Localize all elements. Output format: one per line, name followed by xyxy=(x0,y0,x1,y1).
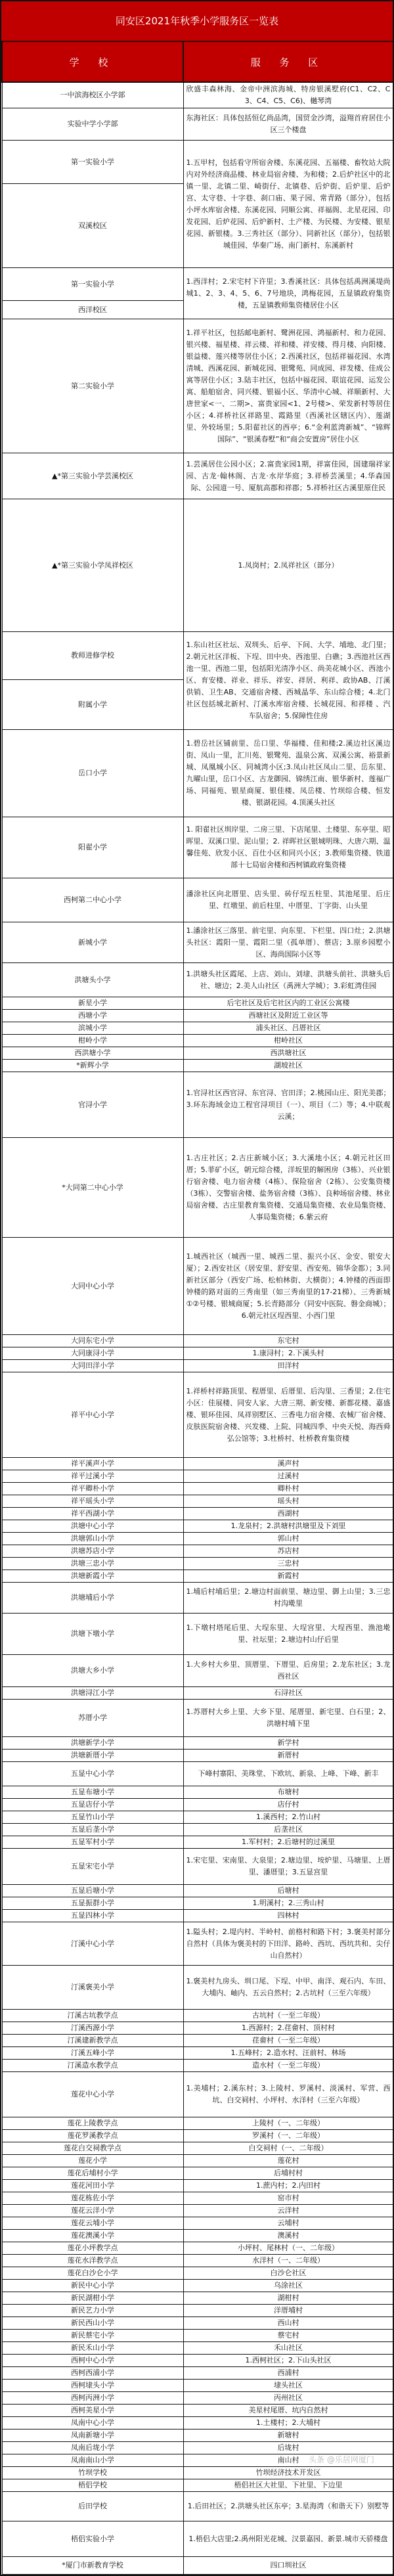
table-row xyxy=(2,2022,393,2035)
table-row xyxy=(2,2342,393,2355)
service-area-cell: 石浔社区 xyxy=(183,1687,393,1700)
table-title: 同安区2021年秋季小学服务区一览表 xyxy=(1,1,393,42)
school-name-cell: 实验中学小学部 xyxy=(2,108,183,141)
school-name-cell: 第一实验小学 xyxy=(2,141,183,184)
service-area-cell: 布塘村 xyxy=(183,1786,393,1799)
table-row xyxy=(2,2117,393,2130)
service-area-cell: 溪声村 xyxy=(183,1458,393,1470)
service-area-cell: 1.古庄社区；2.古庄新城小区；3.大溪地小区；4.朝元社区田厝；5.菲矿小区，朝元综合楼，洋坂里的解困房（3栋）、兴业银行宿舍楼、电力宿舍楼（4栋）、保险宿舍（2栋）、公安集资楼（3栋）、交警宿舍楼、盐务宿舍楼（3栋）、良种场宿舍楼、林业局宿舍楼、古庄里教育集资楼、交通局集资楼、农业局集资楼、人事局集资楼；6.紫云府 xyxy=(183,1138,393,1238)
school-name-cell: 洪塘新霞小学 xyxy=(2,1570,183,1583)
school-name-cell: 莲花中心小学 xyxy=(2,2072,183,2117)
table-row xyxy=(2,2280,393,2292)
service-area-cell: 埭头社区 xyxy=(183,2380,393,2392)
service-area-cell: 1.蔗内村；2.内田村 xyxy=(183,2180,393,2192)
service-area-cell: 1.美埔村；2.溪东村；3.上陵村、罗溪村、淡溪村、军营、西坑、白交祠村、小坪村、水洋村（三至六年级） xyxy=(183,2072,393,2117)
table-row xyxy=(2,730,393,817)
table-row xyxy=(2,2367,393,2380)
service-area-cell: 1.军村村；2.后塘村的过溪里 xyxy=(183,1836,393,1849)
school-name-cell: 阳翟小学 xyxy=(2,817,183,878)
table-row xyxy=(2,1583,393,1614)
school-name-cell: 莲花白沙仑小学 xyxy=(2,2267,183,2280)
school-name-cell: 五显后塘小学 xyxy=(2,1885,183,1897)
table-row xyxy=(2,2305,393,2317)
school-name-cell: 莲花小学 xyxy=(2,2155,183,2167)
service-area-cell: 新塘村 xyxy=(183,2429,393,2442)
watermark-text: 头条 @乐居网厦门 xyxy=(309,2455,374,2464)
school-name-cell: 五显中心小学 xyxy=(2,1762,183,1786)
school-name-cell: 竹坝学校 xyxy=(2,2467,183,2479)
table-row xyxy=(2,2380,393,2392)
table-row xyxy=(2,2242,393,2255)
school-name-cell: 洪塘新学小学 xyxy=(2,1737,183,1750)
table-row xyxy=(2,1700,393,1737)
school-name-cell: 梧侣学校 xyxy=(2,2479,183,2492)
table-row xyxy=(2,2355,393,2367)
school-name-cell: 莲花小坪教学点 xyxy=(2,2242,183,2255)
school-name-cell: 祥平瑶头小学 xyxy=(2,1495,183,1508)
school-name-cell: 滨城小学 xyxy=(2,1022,183,1035)
table-row xyxy=(2,1238,393,1335)
school-name-cell: 五显布塘小学 xyxy=(2,1786,183,1799)
table-row xyxy=(2,2130,393,2142)
school-name-cell: 柑岭小学 xyxy=(2,1035,183,1047)
service-area-cell: 丙州社区 xyxy=(183,2392,393,2405)
service-area-cell: 苏店村 xyxy=(183,1545,393,1558)
service-area-cell: 1.梧侣大店里;2.禹州阳光花城、汉景嘉园、新景.城市天骄楼盘 xyxy=(183,2521,393,2557)
school-name-cell: 新星小学 xyxy=(2,997,183,1010)
campus-name-cell: 双溪校区 xyxy=(2,184,183,268)
table-row xyxy=(2,1520,393,1533)
column-header-school: 学 校 xyxy=(2,42,183,82)
service-area-cell: 三忠村 xyxy=(183,1558,393,1570)
school-name-cell: 新民湖柑小学 xyxy=(2,2292,183,2305)
school-name-cell: 新民蔡宅小学 xyxy=(2,2330,183,2342)
school-name-cell: 一中滨海校区小学部 xyxy=(2,82,183,108)
school-name-cell: 梧侣实验小学 xyxy=(2,2521,183,2557)
school-name-cell: 汀溪褒美小学 xyxy=(2,1966,183,2010)
table-row xyxy=(2,2010,393,2022)
school-name-cell: 西柯第二中心小学 xyxy=(2,878,183,922)
service-area-cell: 水洋村（一、二年级） xyxy=(183,2255,393,2267)
service-area-cell: 1.潘涂社区三落里、前宅里、向东里、下栏里、四口灶；2.洪塘头社区：霞阳一里、霞阳二里（孤单厝）、蔡店；3.原乡园墅小区、海尚国际小区等 xyxy=(183,922,393,963)
school-name-cell: 岳口小学 xyxy=(2,730,183,817)
table-row xyxy=(2,963,393,997)
table-row xyxy=(2,499,393,632)
school-name-cell: 祥平西湖小学 xyxy=(2,1508,183,1520)
school-name-cell: 莲花上陵教学点 xyxy=(2,2117,183,2130)
table-row xyxy=(2,1799,393,1811)
school-name-cell: 祥平溪声小学 xyxy=(2,1458,183,1470)
service-area-cell: 古坑村（一至二年级） xyxy=(183,2010,393,2022)
school-name-cell: ▲*第三实验小学凤祥校区 xyxy=(2,499,183,632)
service-area-cell: 1.西柯社区；2.下山头社区 xyxy=(183,2355,393,2367)
school-name-cell: 莲花云洋小学 xyxy=(2,2205,183,2217)
school-name-cell: 汀溪古坑教学点 xyxy=(2,2010,183,2022)
table-row xyxy=(2,1750,393,1762)
service-area-cell: 卿朴村 xyxy=(183,1483,393,1495)
service-area-cell: 白交祠村（一、二年级） xyxy=(183,2142,393,2155)
service-area-cell: 蔡宅村 xyxy=(183,2330,393,2342)
school-name-cell: 五显四林小学 xyxy=(2,1910,183,1922)
school-name-cell: 新民艺力小学 xyxy=(2,2305,183,2317)
school-name-cell: 大同中心小学 xyxy=(2,1238,183,1335)
service-area-cell: 瑶头村 xyxy=(183,1495,393,1508)
service-area-cell: 后垄社区 xyxy=(183,1824,393,1836)
school-name-cell: 莲花澳溪小学 xyxy=(2,2230,183,2242)
school-name-cell: 五显店仔小学 xyxy=(2,1799,183,1811)
school-name-cell: 五显宋宅小学 xyxy=(2,1849,183,1885)
service-area-cell: 莲花村 xyxy=(183,2155,393,2167)
school-name-cell: 汀溪中心小学 xyxy=(2,1922,183,1966)
service-area-cell: 1.西源村；2.荏畲村、顶村村 xyxy=(183,2022,393,2035)
service-area-cell: 东海社区：具体包括恒亿尚品湾，国贸金沙湾，溢翔首府居住小区三个楼盘 xyxy=(183,108,393,141)
school-name-cell: 西柯丙洲小学 xyxy=(2,2392,183,2405)
table-row xyxy=(2,2192,393,2205)
service-area-cell: 1.芸溪居住公园小区；2.富贵家园1期，祥富佳园，国建瑞祥家园、古龙·翰林阁、古龙·水岸华庭；3.祥桥芸溪里；4.华森国际、公园道一号、厦航高郡和祥郡；5.祥桥社区古溪里原住民 xyxy=(183,453,393,499)
service-area-cell: 1.苏厝村大乡上里、大乡下里、尾厝里、新宅里、白石里；2、洪塘村埔下里 xyxy=(183,1700,393,1737)
service-area-cell: 1.隘头村；2.堤内村、半岭村、前格村和路下村；3.褒美村部分自然村（具体为褒美村的下田洋、路岭、西坑、西坑共和、尖仔山自然村） xyxy=(183,1922,393,1966)
service-area-cell: 东宅村 xyxy=(183,1335,393,1347)
school-name-cell: 洪塘中心小学 xyxy=(2,1520,183,1533)
service-area-cell: 后宅社区及后宅社区内的工业区公寓楼 xyxy=(183,997,393,1010)
table-row xyxy=(2,997,393,1010)
school-name-cell: *厦门市新教育学校 xyxy=(2,2557,183,2575)
table-row xyxy=(2,2180,393,2192)
service-area-cell: 西山村 xyxy=(183,2317,393,2330)
service-area-cell: 南山村 xyxy=(183,2454,393,2467)
table-row xyxy=(2,2417,393,2429)
table-row xyxy=(2,1897,393,1910)
school-name-cell: 汀溪建新教学点 xyxy=(2,2035,183,2047)
table-row xyxy=(2,1010,393,1022)
school-name-cell: 汀溪西源小学 xyxy=(2,2022,183,2035)
school-name-cell: 大同东宅小学 xyxy=(2,1335,183,1347)
service-area-cell: 乌涂社区 xyxy=(183,2280,393,2292)
school-name-cell: 五显振群小学 xyxy=(2,1897,183,1910)
service-area-cell: 郭山村 xyxy=(183,1533,393,1545)
table-row xyxy=(2,2255,393,2267)
service-area-cell: 田洋村 xyxy=(183,1360,393,1372)
table-row xyxy=(2,2047,393,2060)
service-area-cell: 后垅村 xyxy=(183,2442,393,2454)
school-name-cell: 新民中心小学 xyxy=(2,2280,183,2292)
service-area-cell: 1.城西社区（城西一里、城西二里、振兴小区、金安、银安大厦）；2.西安社区（居安里、舒安里、西安苑、锦华金都）；3.同新社区部分（西安广场、松柏林街、大横街）；4.钟楼的西面即钟楼的路对面的三秀南里（如三秀南里的17-21梯）、三秀新城①②号楼、银城商厦；5.长青路部分（同安中医院、磐金商城）；6.朝元社区埕西里、小西门里 xyxy=(183,1238,393,1335)
table-row xyxy=(2,1360,393,1372)
service-area-cell: 1.祥桥村祥路顶里、程厝里、后厝里、后沟里、三香里；2.住宅小区：佳展楼、同安人家、大唐三期、新安楼、新都花楼、嘉盛楼、银环佳园、凤祥别墅区、三香电力宿舍楼、农械厂宿舍楼、皮肤医院宿舍楼、兴发楼、上院、同城四季、中央天悦、海西舜弘公馆等；3.杜桥村、杜桥教育集资楼 xyxy=(183,1372,393,1458)
table-row xyxy=(2,1035,393,1047)
school-name-cell: 洪塘浔江小学 xyxy=(2,1687,183,1700)
school-name-cell: 莲花罗溪教学点 xyxy=(2,2130,183,2142)
school-name-cell: 大同康浔小学 xyxy=(2,1347,183,1360)
service-area-cell: 白沙仑社区 xyxy=(183,2267,393,2280)
school-name-cell: 新民西山小学 xyxy=(2,2317,183,2330)
table-row xyxy=(2,2035,393,2047)
service-area-cell: 1.西洋村；2.宋宅村下许里；3.香溪社区：具体包括禹洲溪堤尚城1、2、3、4、5、6、7号地块，鸿梅花园，五显镇政府集资楼，五显镇教师集资楼居住小区 xyxy=(183,268,393,319)
service-area-cell: 四林村 xyxy=(183,1910,393,1922)
service-area-cell: 1.下墩村塔尾后里、大埕东里、大埕宫里、大埕西里、渔池墘里、社坛里；2.塘边村山仔后里 xyxy=(183,1614,393,1655)
school-name-cell: 凤南南山小学 xyxy=(2,2454,183,2467)
service-area-cell: 新学村 xyxy=(183,1737,393,1750)
service-area-cell: 1.后田社区；2.洪塘头社区东亭；3.星海湾（和谐天下）别墅等 xyxy=(183,2492,393,2521)
table-row xyxy=(2,453,393,499)
service-area-cell: 西浦村 xyxy=(183,2367,393,2380)
service-area-cell: 1.大乡村大乡里、顶厝里、下厝里、后房里；2.龙东社区；3.龙西社区 xyxy=(183,1655,393,1687)
table-row xyxy=(2,1966,393,2010)
table-row xyxy=(2,2230,393,2242)
service-area-cell: 1.官浔社区西官浔、东官浔、官田洋；2.桃园山庄、阳光美郡；3.环东海域金边工程官浔项目（一）、项目（二）等；4.中联观云溪； xyxy=(183,1072,393,1138)
table-row xyxy=(2,1508,393,1520)
service-area-cell: 梧侣社区大社里、下社里、下边里 xyxy=(183,2479,393,2492)
service-area-cell: 1.东山社区社坛、双圳头、后亭、下间、大学、埔地、北门里；2.朝元社区洋板、下埕、田中央、西池里、白礁；3.西池社区西池一里、西池二里，包括阳光清净小区、尚美花城小区、西池小区、育安楼、祥业、祥乐、祥安、祥居、利祥、政协AB、汀溪供销、卫生AB、交通宿舍楼、西城晶华、东山综合楼；4.北门社区包括城北新村、汀溪水库宿舍楼、长城花园、和祥楼 、汽车队宿舍；5.保障性住房 xyxy=(183,632,393,730)
school-name-cell: 凤南中心小学 xyxy=(2,2417,183,2429)
service-area-cell: 浦头社区、吕厝社区 xyxy=(183,1022,393,1035)
school-name-cell: 后田学校 xyxy=(2,2492,183,2521)
school-name-cell: 西柯中心小学 xyxy=(2,2355,183,2367)
table-row xyxy=(2,108,393,141)
table-row xyxy=(2,1824,393,1836)
school-name-cell: 祥平卿朴小学 xyxy=(2,1483,183,1495)
service-area-cell: 1.褒美村九房头、圳口尾、下埕、中甲、南洋、观石内、车田、大埔内、岫内、五云自然村；2.古坑村（三至六年级） xyxy=(183,1966,393,2010)
service-area-cell: 1.宋宅里、宋南里、大泉里；2.塘边里、垵炉里、马塘里、上厝里、潘厝里；3.五显宫里 xyxy=(183,1849,393,1885)
table-row xyxy=(2,1762,393,1786)
service-area-cell: 美星村尾厝、坑内自然村 xyxy=(183,2405,393,2417)
campus-name-cell: 西洋校区 xyxy=(2,301,183,319)
service-area-cell: 1.洪塘头社区霞尾、上店、刘山、刘埭、洪塘头前社、洪塘头后社、塘边；2.美人山社区（禹洲大学城）；3.彩虹湾佳园 xyxy=(183,963,393,997)
table-row xyxy=(2,1335,393,1347)
service-area-cell: 1.碧岳社区铺前里、岳口里、华福楼、佳和楼;2.溪边社区溪边街、凤山一里，汇川苑、银鹭苑、温泉公寓、双溪公寓、裕景新城、凤凰城小区、同城湾小区;3.凤山社区凤山二里、岳东里、九曜山里，岳口小区、古龙御园、锦绣江南、银华新村、莲福广场、同福苑、银星商厦、银佳楼、凤岳楼、竹坝综合楼、恒发楼、银湖花园。4.顶溪头社区 xyxy=(183,730,393,817)
school-name-cell: 莲花后埔村小学 xyxy=(2,2167,183,2180)
service-area-cell: 下峰村寨阳、美珠堂、下欧坑、新泉、上峰、下峰、新丰 xyxy=(183,1762,393,1786)
service-area-cell: 1.五甲村，包括看守所宿舍楼、东溪花园、五福楼、畜牧站大院内对外经济商品楼、林业局宿舍楼、为和楼；2.后炉社区中的北镇一里、北镇二里、崎街仔、北镇巷、后炉街、后炉里、后炉宫、太守巷、十字巷、刹口庙、果子园、常青路（部分），包括小坪水库宿舍楼、东溪花园、同顺公寓、祥福阁、北星花园、印发花园、后炉花园、后炉新村、土产楼、为民楼、为安楼、银星花园、新银楼。3.三秀社区（部分）、同新社区（部分），包括银城佳园、华秦广场、南门新村、东溪新村 xyxy=(183,141,393,268)
table-row xyxy=(2,1910,393,1922)
school-name-cell: 大同田洋小学 xyxy=(2,1360,183,1372)
school-name-cell: 西塘小学 xyxy=(2,1010,183,1022)
service-area-cell: 四口圳社区 xyxy=(183,2557,393,2575)
table-row xyxy=(2,2292,393,2305)
school-name-cell: 莲花栋佐小学 xyxy=(2,2192,183,2205)
table-row xyxy=(2,2205,393,2217)
service-area-cell: 后塘村 xyxy=(183,1885,393,1897)
service-area-cell: 1.明溪村；2.三秀山村 xyxy=(183,1897,393,1910)
service-area-cell: 1.龙泉村；2.洪塘村洪塘里及下刘里 xyxy=(183,1520,393,1533)
school-name-cell: 洪塘大乡小学 xyxy=(2,1655,183,1687)
table-row xyxy=(2,1570,393,1583)
service-area-table xyxy=(1,42,394,2575)
school-name-cell: *大同第二中心小学 xyxy=(2,1138,183,1238)
table-row xyxy=(2,1533,393,1545)
service-area-cell: 窑市村 xyxy=(183,2192,393,2205)
table-row xyxy=(2,2492,393,2521)
service-area-cell: 店仔村 xyxy=(183,1799,393,1811)
service-area-cell: 潘涂社区向北厝里、店头里、砖仔埕五柱里、其池尾里、后庄里、红墩里、前后柱里、中厝里、丁字街、山头里 xyxy=(183,878,393,922)
table-row xyxy=(2,1022,393,1035)
table-row xyxy=(2,1495,393,1508)
school-name-cell: ▲*第三实验小学芸溪校区 xyxy=(2,453,183,499)
service-area-cell: 1.祥平社区，包括邮电新村、鹭洲花园、鸿福新村、和力花园、银兴楼、福星楼、祥云楼、祥和楼、祥安楼、得月楼、向阳楼、银益楼、莲兴楼等居住小区；2.西溪社区，包括祥福花园、水湾清城、西溪花园、新城花园、银鹭苑、同成园、祥发楼、佳成公寓等居住小区；3.陆丰社区，包括中福花园、联谊花园、运发公寓、船舶宿舍、同兴楼、银福小区、华清中心城、祥顺新村、大唐世家<一、二期>、富贵家园<1、2号楼>、荣发新村等居住小区；4.祥桥社区祥路里、霞路里（西溪社区辖区内）、莲湖里、外较场里；5.阳翟社区的西亭；6.“金利蓝湾新城”、“锦辉国际”、“银溪春墅”和“商会安置房”居住小区 xyxy=(183,319,393,453)
school-name-cell: 汀溪五峰小学 xyxy=(2,2047,183,2060)
table-row xyxy=(2,1922,393,1966)
table-row xyxy=(2,2267,393,2280)
table-row xyxy=(2,2429,393,2442)
service-area-cell: 洋厝埔村 xyxy=(183,2305,393,2317)
service-area-cell: 欣盛丰森林海、金帝中洲滨海城、特房银溪墅府(C1、C2、C3、C4、C5、C6)、樾琴湾 xyxy=(183,82,393,108)
table-row xyxy=(2,1849,393,1885)
school-name-cell: 祥平过溪小学 xyxy=(2,1470,183,1483)
school-name-cell: 洪塘新厝小学 xyxy=(2,1750,183,1762)
table-row xyxy=(2,1811,393,1824)
table-row xyxy=(2,1836,393,1849)
school-name-cell: 洪塘三忠小学 xyxy=(2,1558,183,1570)
school-name-cell: 新民禾山小学 xyxy=(2,2342,183,2355)
service-area-cell: 禾山社区 xyxy=(183,2342,393,2355)
service-area-cell: 湖坡社区 xyxy=(183,1060,393,1072)
school-name-cell: 新城小学 xyxy=(2,922,183,963)
school-name-cell: 西柯埭头小学 xyxy=(2,2380,183,2392)
school-name-cell: 汀溪造水教学点 xyxy=(2,2060,183,2072)
table-row xyxy=(2,817,393,878)
school-name-cell: 莲花河田小学 xyxy=(2,2180,183,2192)
school-name-cell: 西洪塘小学 xyxy=(2,1047,183,1060)
school-name-cell: 苏厝小学 xyxy=(2,1700,183,1737)
school-name-cell: 洪塘埔后小学 xyxy=(2,1583,183,1614)
table-row xyxy=(2,2521,393,2557)
school-name-cell: 洪塘郭山小学 xyxy=(2,1533,183,1545)
table-row xyxy=(2,2405,393,2417)
table-row xyxy=(2,2167,393,2180)
table-row xyxy=(2,1347,393,1360)
table-row xyxy=(2,1138,393,1238)
service-area-cell: 澳溪村 xyxy=(183,2230,393,2242)
service-area-cell: 造水村（一至二年级） xyxy=(183,2060,393,2072)
table-row xyxy=(2,2142,393,2155)
table-row xyxy=(2,141,393,184)
table-row xyxy=(2,1060,393,1072)
service-area-cell: 罗溪村（一、二年级） xyxy=(183,2130,393,2142)
table-row xyxy=(2,2072,393,2117)
service-area-cell: 云埔村 xyxy=(183,2217,393,2230)
table-row xyxy=(2,1614,393,1655)
service-area-cell: 云洋村 xyxy=(183,2205,393,2217)
school-name-cell: 凤南新塘小学 xyxy=(2,2429,183,2442)
service-area-cell: 1.五峰村；2.造水村、汪前村、林场 xyxy=(183,2047,393,2060)
table-row xyxy=(2,1786,393,1799)
service-area-cell: 1.凤岗村；2.凤祥社区（部分） xyxy=(183,499,393,632)
table-row xyxy=(2,2392,393,2405)
table-row xyxy=(2,922,393,963)
table-row xyxy=(2,1558,393,1570)
school-name-cell: 洪塘头小学 xyxy=(2,963,183,997)
table-row xyxy=(2,1655,393,1687)
table-row xyxy=(2,1545,393,1558)
table-row xyxy=(2,2479,393,2492)
column-header-service-area: 服 务 区 xyxy=(183,42,393,82)
school-name-cell: 第一实验小学 xyxy=(2,268,183,301)
table-row xyxy=(2,268,393,301)
school-name-cell: *新辉小学 xyxy=(2,1060,183,1072)
table-row xyxy=(2,2317,393,2330)
school-name-cell: 莲花水洋教学点 xyxy=(2,2255,183,2267)
table-row xyxy=(2,82,393,108)
campus-name-cell: 附属小学 xyxy=(2,680,183,730)
school-name-cell: 五显军村小学 xyxy=(2,1836,183,1849)
school-name-cell: 莲花云埔小学 xyxy=(2,2217,183,2230)
service-area-cell: 湖柑村 xyxy=(183,2292,393,2305)
school-name-cell: 教师进修学校 xyxy=(2,632,183,680)
table-row xyxy=(2,319,393,453)
service-area-cell: 1.溪西村；2.竹山村 xyxy=(183,1811,393,1824)
service-area-cell: 1.埔后村埔后里；2.塘边村面前里、塘边里、御上山里；3.三忠村沟墘里 xyxy=(183,1583,393,1614)
school-name-cell: 官浔小学 xyxy=(2,1072,183,1138)
school-name-cell: 西柯美星小学 xyxy=(2,2405,183,2417)
table-row xyxy=(2,1687,393,1700)
table-row xyxy=(2,2217,393,2230)
school-name-cell: 凤南后垅小学 xyxy=(2,2442,183,2454)
school-name-cell: 五显后垄小学 xyxy=(2,1824,183,1836)
school-name-cell: 第二实验小学 xyxy=(2,319,183,453)
table-row xyxy=(2,2557,393,2575)
service-area-cell: 西湖村 xyxy=(183,1508,393,1520)
service-area-cell: 荏畲村（一至二年级） xyxy=(183,2035,393,2047)
table-row xyxy=(2,2330,393,2342)
school-name-cell: 五显竹山小学 xyxy=(2,1811,183,1824)
table-row xyxy=(2,1458,393,1470)
table-row xyxy=(2,2060,393,2072)
service-area-cell: 小坪村、尾林村（一、二年级） xyxy=(183,2242,393,2255)
table-row xyxy=(2,878,393,922)
table-row xyxy=(2,1470,393,1483)
service-area-cell: 过溪村 xyxy=(183,1470,393,1483)
table-body xyxy=(2,82,393,2575)
school-name-cell: 洪塘下墩小学 xyxy=(2,1614,183,1655)
service-area-cell: 新厝村 xyxy=(183,1750,393,1762)
table-row xyxy=(2,1885,393,1897)
school-name-cell: 洪塘苏店小学 xyxy=(2,1545,183,1558)
service-area-cell: 柑岭社区 xyxy=(183,1035,393,1047)
service-area-cell: 后埔村村 xyxy=(183,2167,393,2180)
table-row xyxy=(2,1483,393,1495)
table-row xyxy=(2,2442,393,2454)
table-row xyxy=(2,1072,393,1138)
school-name-cell: 莲花白交祠教学点 xyxy=(2,2142,183,2155)
school-name-cell: 西柯西浦小学 xyxy=(2,2367,183,2380)
service-area-cell: 西洪塘社区 xyxy=(183,1047,393,1060)
table-row xyxy=(2,1737,393,1750)
service-area-cell: 1.土楼村；2.大埔村 xyxy=(183,2417,393,2429)
service-area-cell: 1. 阳翟社区圳岸里、二房三里、下店尾里、土楼里、东亭里、昭晖里、双溪口里、泥山里；2. 祥晖社区银城明珠、大唐六期、温馨佳苑、欣发小区、百仕小区和同兴小区；3.教师集资楼、铁道部十七局宿舍楼和西柯镇政府集资楼 xyxy=(183,817,393,878)
service-area-cell: 1.康浔村；2.下溪头村 xyxy=(183,1347,393,1360)
table-row xyxy=(2,632,393,680)
service-area-cell: 新霞村 xyxy=(183,1570,393,1583)
table-row xyxy=(2,1047,393,1060)
service-area-cell: 竹坝经济技术开发区 xyxy=(183,2467,393,2479)
table-row xyxy=(2,2155,393,2167)
service-area-cell: 西塘社区及附近工业区等 xyxy=(183,1010,393,1022)
school-name-cell: 祥平中心小学 xyxy=(2,1372,183,1458)
service-area-cell: 上陵村（一、二年级） xyxy=(183,2117,393,2130)
table-header-row xyxy=(2,42,393,82)
table-row xyxy=(2,1372,393,1458)
